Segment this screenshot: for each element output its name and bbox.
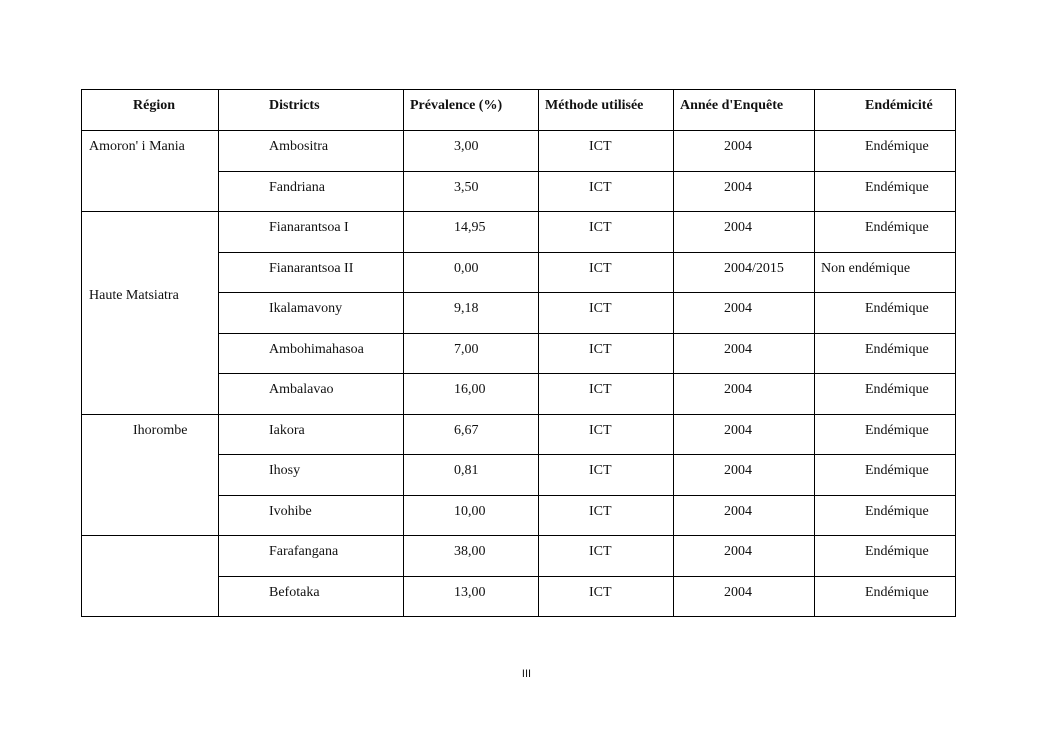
prevalence-cell: 0,81 bbox=[404, 455, 539, 496]
district-cell: Iakora bbox=[219, 414, 404, 455]
region-cell-haute-matsiatra: Haute Matsiatra bbox=[82, 212, 219, 415]
prevalence-cell: 6,67 bbox=[404, 414, 539, 455]
district-cell: Fandriana bbox=[219, 171, 404, 212]
method-cell: ICT bbox=[539, 212, 674, 253]
prevalence-cell: 3,50 bbox=[404, 171, 539, 212]
endemicity-cell: Endémique bbox=[815, 576, 956, 617]
header-region: Région bbox=[82, 90, 219, 131]
region-cell-ihorombe: Ihorombe bbox=[82, 414, 219, 536]
year-cell: 2004 bbox=[674, 333, 815, 374]
endemicity-cell: Endémique bbox=[815, 495, 956, 536]
prevalence-table bbox=[81, 89, 956, 617]
method-cell: ICT bbox=[539, 333, 674, 374]
method-cell: ICT bbox=[539, 414, 674, 455]
method-cell: ICT bbox=[539, 252, 674, 293]
method-cell: ICT bbox=[539, 131, 674, 172]
method-cell: ICT bbox=[539, 495, 674, 536]
year-cell: 2004 bbox=[674, 495, 815, 536]
endemicity-cell: Endémique bbox=[815, 131, 956, 172]
prevalence-cell: 10,00 bbox=[404, 495, 539, 536]
district-cell: Ivohibe bbox=[219, 495, 404, 536]
method-cell: ICT bbox=[539, 293, 674, 334]
prevalence-cell: 9,18 bbox=[404, 293, 539, 334]
district-cell: Ambositra bbox=[219, 131, 404, 172]
year-cell: 2004 bbox=[674, 576, 815, 617]
header-endemicity: Endémicité bbox=[815, 90, 956, 131]
year-cell: 2004 bbox=[674, 455, 815, 496]
endemicity-cell: Endémique bbox=[815, 455, 956, 496]
region-cell-amoron: Amoron' i Mania bbox=[82, 131, 219, 212]
year-cell: 2004 bbox=[674, 212, 815, 253]
prevalence-cell: 16,00 bbox=[404, 374, 539, 415]
district-cell: Ambohimahasoa bbox=[219, 333, 404, 374]
year-cell: 2004/2015 bbox=[674, 252, 815, 293]
table-row bbox=[82, 131, 956, 172]
prevalence-cell: 13,00 bbox=[404, 576, 539, 617]
table-row bbox=[82, 414, 956, 455]
endemicity-cell: Endémique bbox=[815, 171, 956, 212]
district-cell: Ikalamavony bbox=[219, 293, 404, 334]
method-cell: ICT bbox=[539, 576, 674, 617]
method-cell: ICT bbox=[539, 374, 674, 415]
table-header-row bbox=[82, 90, 956, 131]
district-cell: Farafangana bbox=[219, 536, 404, 577]
method-cell: ICT bbox=[539, 171, 674, 212]
page-number: III bbox=[521, 668, 532, 680]
header-prevalence: Prévalence (%) bbox=[404, 90, 539, 131]
endemicity-cell: Endémique bbox=[815, 293, 956, 334]
district-cell: Fianarantsoa I bbox=[219, 212, 404, 253]
year-cell: 2004 bbox=[674, 374, 815, 415]
endemicity-cell: Endémique bbox=[815, 374, 956, 415]
endemicity-cell: Endémique bbox=[815, 212, 956, 253]
prevalence-cell: 14,95 bbox=[404, 212, 539, 253]
prevalence-cell: 7,00 bbox=[404, 333, 539, 374]
header-method: Méthode utilisée bbox=[539, 90, 674, 131]
district-cell: Befotaka bbox=[219, 576, 404, 617]
endemicity-cell: Endémique bbox=[815, 536, 956, 577]
table-row bbox=[82, 536, 956, 577]
method-cell: ICT bbox=[539, 455, 674, 496]
prevalence-cell: 38,00 bbox=[404, 536, 539, 577]
endemicity-cell: Endémique bbox=[815, 333, 956, 374]
year-cell: 2004 bbox=[674, 171, 815, 212]
year-cell: 2004 bbox=[674, 536, 815, 577]
header-year: Année d'Enquête bbox=[674, 90, 815, 131]
region-cell-empty bbox=[82, 536, 219, 617]
year-cell: 2004 bbox=[674, 414, 815, 455]
year-cell: 2004 bbox=[674, 293, 815, 334]
table-row bbox=[82, 212, 956, 253]
district-cell: Ambalavao bbox=[219, 374, 404, 415]
district-cell: Fianarantsoa II bbox=[219, 252, 404, 293]
endemicity-cell: Non endémique bbox=[815, 252, 956, 293]
prevalence-cell: 3,00 bbox=[404, 131, 539, 172]
header-districts: Districts bbox=[219, 90, 404, 131]
district-cell: Ihosy bbox=[219, 455, 404, 496]
year-cell: 2004 bbox=[674, 131, 815, 172]
prevalence-cell: 0,00 bbox=[404, 252, 539, 293]
method-cell: ICT bbox=[539, 536, 674, 577]
endemicity-cell: Endémique bbox=[815, 414, 956, 455]
